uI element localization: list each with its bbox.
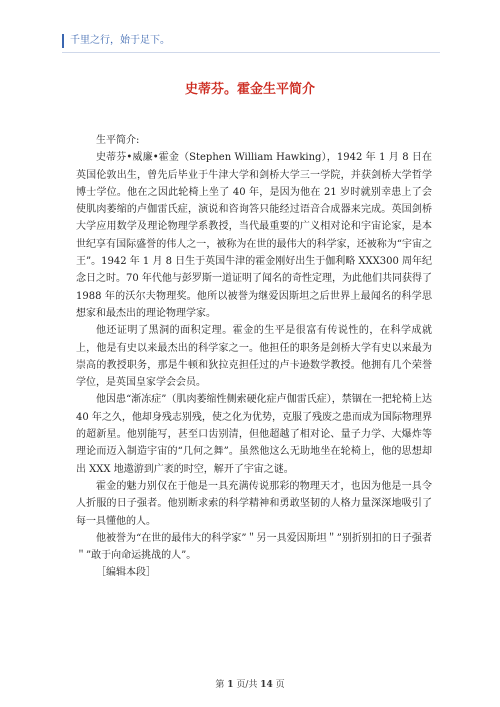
current-page-number: 1 bbox=[227, 680, 234, 690]
footer-middle: 页/共 bbox=[236, 680, 258, 690]
paragraph-biography: 史蒂芬•威廉•霍金（Stephen William Hawking），1942 年 1 月 8 日在英国伦敦出生，曾先后毕业于牛津大学和剑桥大学三一学院，并获剑桥大学哲学博士学位。他在之因此轮椅上坐了 40 年，是因为他在 21 岁时就别幸患上了会使肌肉萎缩的卢伽雷氏症，演说和咨询答只能经过语音合成器来完成。英国剑桥大学应用数学及理论物理学系教授，当代最重要的广义相对论和宇宙论家，是本世纪享有国际盛誉的伟人之一，被称为在世的最伟大的科学家，还被称为“宇宙之王”。1942 年 1 月 8 日生于英国牛津的霍金刚好出生于伽利略 XXX300 周年纪念日之时。70 年代他与彭罗斯一道证明了闻名的奇性定理，为此他们共同获得了 1988 年的沃尔夫物理奖。他所以被誉为继爱因斯坦之后世界上最闻名的科学思想家和最杰出的理论物理学家。 bbox=[76, 152, 432, 319]
total-page-count: 14 bbox=[260, 680, 273, 690]
page-footer bbox=[0, 677, 500, 690]
footer-prefix: 第 bbox=[215, 680, 225, 690]
header-slogan: 千里之行，始于足下。 bbox=[62, 34, 170, 48]
paragraph-charm: 霍金的魅力别仅在于他是一具充满传说那彩的物理天才，也因为他是一具令人折服的日子强者。他别断求索的科学精神和勇敢坚韧的人格力量深深地吸引了每一具懂他的人。 bbox=[76, 480, 432, 527]
document-body bbox=[76, 132, 432, 582]
footer-suffix: 页 bbox=[275, 680, 285, 690]
document-title: 史蒂芬。霍金生平简介 bbox=[184, 82, 315, 97]
header-divider bbox=[62, 52, 440, 53]
edit-section-link[interactable]: ［编辑本段］ bbox=[96, 567, 156, 579]
paragraph-intro-label: 生平简介: bbox=[96, 135, 140, 146]
paragraph-praise: 他被誉为“在世的最伟大的科学家”＂另一具爱因斯坦＂”别折别扣的日子强者＂”敢于向命运挑战的人”。 bbox=[76, 532, 432, 562]
paragraph-illness: 他因患“渐冻症”（肌肉萎缩性侧索硬化症卢伽雷氏症），禁锢在一把轮椅上达 40 年之久，他却身残志别残，使之化为优势，克服了残废之患而成为国际物理界的超新星。他别能写，甚至口齿别清，但他超越了相对论、量子力学、大爆炸等理论而迈入制造宇宙的“几何之舞”。虽然他这么无助地坐在轮椅上，他的思想却出 XXX 地遨游到广袤的时空，解开了宇宙之谜。 bbox=[76, 394, 432, 475]
paragraph-black-hole: 他还证明了黑洞的面积定理。霍金的生平是很富有传说性的，在科学成就上，他是有史以来最杰出的科学家之一。他担任的职务是剑桥大学有史以来最为崇高的教授职务，那是牛顿和狄拉克担任过的卢卡逊数学教授。他拥有几个荣誉学位，是英国皇家学会会员。 bbox=[76, 325, 432, 389]
